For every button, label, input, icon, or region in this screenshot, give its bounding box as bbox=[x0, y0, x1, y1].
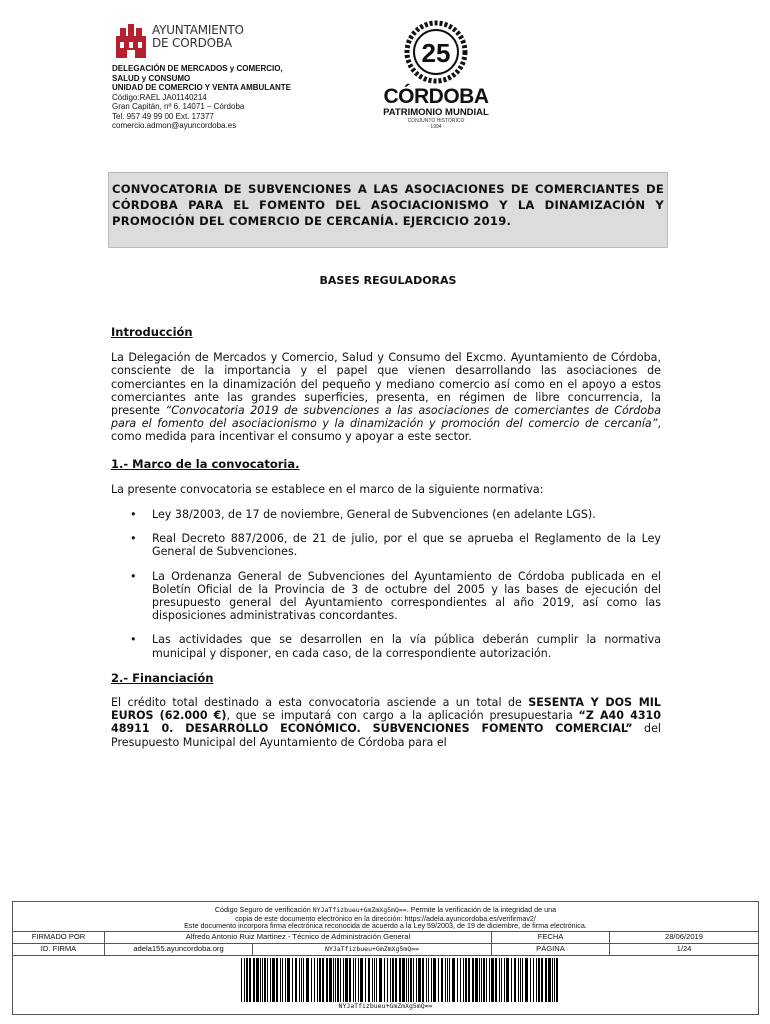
barcode-bar bbox=[491, 958, 494, 1002]
signature-date: 28/06/2019 bbox=[664, 932, 703, 941]
barcode-bar bbox=[475, 958, 478, 1002]
barcode-bar bbox=[282, 958, 283, 1002]
barcode-bar bbox=[276, 958, 278, 1002]
barcode-text: NYJaTfizbueu+GmZmXg5mQ== bbox=[338, 1002, 433, 1010]
barcode-bar bbox=[306, 958, 309, 1002]
section1-heading: 1.- Marco de la convocatoria. bbox=[111, 456, 300, 471]
barcode-bar bbox=[489, 958, 490, 1002]
barcode-bar bbox=[349, 958, 351, 1002]
barcode-bar bbox=[384, 958, 385, 1002]
barcode-bar bbox=[374, 958, 375, 1002]
anniversary-25-emblem-icon bbox=[404, 20, 468, 84]
barcode-bar bbox=[447, 958, 448, 1002]
barcode-bar bbox=[468, 958, 470, 1002]
barcode-bar bbox=[295, 958, 297, 1002]
barcode-bar bbox=[267, 958, 268, 1002]
barcode-bar bbox=[340, 958, 341, 1002]
barcode-bar bbox=[287, 958, 290, 1002]
barcode-bar bbox=[541, 958, 543, 1002]
document-body bbox=[111, 326, 661, 749]
section2-paragraph: El crédito total destinado a esta convocatoria asciende a un total de SESENTA Y DOS MIL EUROS (62.000 €), que se imputará con cargo a la aplicación presupuestaria “Z A40 4310 48911 0. DESARROLLO ECONÓMICO. SUBVENCIONES FOMENTO COMERCIAL” del Presupuesto Municipal del Ayuntamiento de Córdoba para el bbox=[111, 696, 662, 749]
barcode-bar bbox=[530, 958, 531, 1002]
regulation-list bbox=[111, 508, 661, 660]
barcode-bar bbox=[525, 958, 528, 1002]
barcode-bar bbox=[408, 958, 409, 1002]
barcode-bar bbox=[343, 958, 344, 1002]
barcode-bar bbox=[262, 958, 263, 1002]
barcode-bar bbox=[445, 958, 446, 1002]
signature-server: adela155.ayuncordoba.org bbox=[105, 944, 253, 955]
barcode-bar bbox=[410, 958, 412, 1002]
barcode-bar bbox=[303, 958, 304, 1002]
barcode-bar bbox=[463, 958, 464, 1002]
section1-lead: La presente convocatoria se establece en el marco de la siguiente normativa: bbox=[111, 482, 544, 496]
page-number: 1/24 bbox=[676, 944, 692, 953]
barcode-bar bbox=[335, 958, 336, 1002]
barcode-bar bbox=[481, 958, 482, 1002]
barcode-bar bbox=[426, 958, 427, 1002]
barcode-bar bbox=[399, 958, 401, 1002]
barcode-bar bbox=[280, 958, 281, 1002]
signed-by-row: FIRMADO POR Alfredo Antonio Ruiz Martinez - Técnico de Administración General FECHA 28/06/2019 bbox=[13, 932, 758, 944]
list-item: • Real Decreto 887/2006, de 21 de julio, por el que se aprueba el Reglamento de la Ley General de Subvenciones. bbox=[130, 532, 661, 559]
barcode-bar bbox=[301, 958, 302, 1002]
barcode-bar bbox=[390, 958, 391, 1002]
signer-name: Alfredo Antonio Ruiz Martinez - Técnico de Administración General bbox=[105, 932, 492, 943]
barcode-bar bbox=[556, 958, 558, 1002]
barcode-bar bbox=[522, 958, 523, 1002]
barcode-bar bbox=[501, 958, 502, 1002]
barcode-bar bbox=[365, 958, 366, 1002]
barcode-bar bbox=[326, 958, 328, 1002]
verification-barcode bbox=[241, 958, 561, 1002]
list-item: • Las actividades que se desarrollen en la vía pública deberán cumplir la normativa municipal y disponer, en cada caso, de la correspondiente autorización. bbox=[130, 633, 661, 660]
barcode-bar bbox=[416, 958, 417, 1002]
barcode-bar bbox=[270, 958, 271, 1002]
barcode-bar bbox=[413, 958, 414, 1002]
barcode-bar bbox=[355, 958, 356, 1002]
section2-heading: 2.- Financiación bbox=[111, 670, 214, 685]
ayuntamiento-logo bbox=[112, 22, 262, 62]
patrimonio-mundial-label: PATRIMONIO MUNDIAL bbox=[383, 107, 489, 118]
barcode-bar bbox=[246, 958, 248, 1002]
barcode-bar bbox=[249, 958, 251, 1002]
barcode-bar bbox=[358, 958, 359, 1002]
barcode-bar bbox=[395, 958, 397, 1002]
barcode-bar bbox=[368, 958, 370, 1002]
barcode-bar bbox=[514, 958, 516, 1002]
barcode-bar bbox=[428, 958, 429, 1002]
barcode-bar bbox=[317, 958, 318, 1002]
barcode-bar bbox=[264, 958, 266, 1002]
document-title: CONVOCATORIA DE SUBVENCIONES A LAS ASOCIACIONES DE COMERCIANTES DE CÓRDOBA PARA EL FOMENTO DEL ASOCIACIONISMO Y LA DINAMIZACIÓN Y PROMOCIÓN DEL COMERCIO DE CERCANÍA. EJERCICIO 2019. bbox=[112, 182, 664, 228]
barcode-bar bbox=[387, 958, 388, 1002]
signature-id-row: ID. FIRMA adela155.ayuncordoba.org NYJaTfizbueu+GmZmXg5mQ== PÁGINA 1/24 bbox=[13, 944, 758, 956]
document-title-box bbox=[108, 172, 668, 248]
barcode-bar bbox=[244, 958, 245, 1002]
verification-text: Código Seguro de verificación NYJaTfizbueu+GmZmXg5mQ==. Permite la verificación de la integridad de una copia de este documento electrónico en la dirección: https://adela.ayuncordoba.es/verifirmav2/ Este documento incorpora firma electrónica reconocida de acuerdo a la Ley 59/2003, de 19 de diciembre, de firma electrónica. bbox=[13, 902, 758, 932]
barcode-bar bbox=[406, 958, 407, 1002]
barcode-bar bbox=[449, 958, 450, 1002]
barcode-bar bbox=[465, 958, 467, 1002]
barcode-bar bbox=[545, 958, 547, 1002]
barcode-bar bbox=[511, 958, 512, 1002]
barcode-bar bbox=[285, 958, 286, 1002]
barcode-bar bbox=[422, 958, 424, 1002]
barcode-bar bbox=[299, 958, 300, 1002]
barcode-bar bbox=[372, 958, 373, 1002]
barcode-bar bbox=[518, 958, 519, 1002]
city-crest-icon bbox=[112, 22, 150, 60]
conjunto-historico-label: CONJUNTO HISTÓRICO bbox=[407, 118, 465, 124]
barcode-bar bbox=[376, 958, 377, 1002]
barcode-bar bbox=[337, 958, 339, 1002]
intro-heading: Introducción bbox=[111, 325, 193, 339]
barcode-bar bbox=[472, 958, 474, 1002]
barcode-bar bbox=[319, 958, 321, 1002]
barcode-bar bbox=[520, 958, 521, 1002]
list-item: • La Ordenanza General de Subvenciones del Ayuntamiento de Córdoba publicada en el Boletín Oficial de la Provincia de 3 de octubre del 2005 y las bases de ejecución del presupuesto general del Ayuntamiento correspondientes al año 2019, así como las disposiciones administrativas concordantes. bbox=[130, 569, 661, 623]
intro-paragraph: La Delegación de Mercados y Comercio, Salud y Consumo del Excmo. Ayuntamiento de Córdoba, consciente de la importancia y el papel que vienen desarrollando las asociaciones de comerciantes en la dinamización del pequeño y mediano comercio así como en el apoyo a estos comerciantes ante las grandes superficies, presenta, en régimen de libre concurrencia, la presente “Convocatoria 2019 de subvenciones a las asociaciones de comerciantes de Córdoba para el fomento del asociacionismo y la dinamización y promoción del comercio de cercanía”, como medida para incentivar el consumo y apoyar a este sector. bbox=[111, 351, 661, 444]
barcode-bar bbox=[241, 958, 242, 1002]
emblem-number: 25 bbox=[421, 38, 451, 68]
barcode-bar bbox=[533, 958, 534, 1002]
barcode-bar bbox=[538, 958, 540, 1002]
barcode-bar bbox=[314, 958, 315, 1002]
signature-verification-box bbox=[12, 901, 759, 1015]
barcode-bar bbox=[548, 958, 551, 1002]
barcode-bar bbox=[506, 958, 509, 1002]
barcode-bar bbox=[441, 958, 443, 1002]
barcode-bar bbox=[460, 958, 461, 1002]
barcode-bar bbox=[353, 958, 354, 1002]
department-info: DELEGACIÓN DE MERCADOS y COMERCIO, SALUD y CONSUMO UNIDAD DE COMERCIO Y VENTA AMBULANTE Código:RAEL JA01140214 Gran Capitán, nº 6. 14071 – Córdoba Tel. 957 49 99 00 Ext. 17377 comercio.admon@ayuncordoba.es bbox=[112, 64, 291, 130]
barcode-bar bbox=[360, 958, 363, 1002]
cordoba-patrimonio-logo bbox=[374, 20, 498, 145]
barcode-bar bbox=[552, 958, 553, 1002]
barcode-bar bbox=[392, 958, 394, 1002]
barcode-bar bbox=[345, 958, 348, 1002]
barcode-bar bbox=[253, 958, 255, 1002]
barcode-bar bbox=[402, 958, 405, 1002]
barcode-bar bbox=[486, 958, 487, 1002]
barcode-bar bbox=[504, 958, 505, 1002]
barcode-bar bbox=[479, 958, 480, 1002]
barcode-bar bbox=[495, 958, 497, 1002]
barcode-bar bbox=[452, 958, 455, 1002]
barcode-bar bbox=[554, 958, 555, 1002]
barcode-bar bbox=[379, 958, 382, 1002]
barcode-bar bbox=[418, 958, 421, 1002]
barcode-bar bbox=[431, 958, 432, 1002]
barcode-bar bbox=[483, 958, 485, 1002]
list-item: • Ley 38/2003, de 17 de noviembre, General de Subvenciones (en adelante LGS). bbox=[130, 508, 596, 522]
barcode-bar bbox=[457, 958, 458, 1002]
cordoba-wordmark: CÓRDOBA bbox=[383, 85, 489, 108]
barcode-bar bbox=[536, 958, 537, 1002]
document-subtitle: BASES REGULADORAS bbox=[319, 274, 457, 287]
barcode-bar bbox=[333, 958, 334, 1002]
barcode-bar bbox=[438, 958, 439, 1002]
barcode-bar bbox=[260, 958, 261, 1002]
ayuntamiento-name: AYUNTAMIENTO DE CORDOBA bbox=[152, 23, 244, 50]
barcode-bar bbox=[256, 958, 259, 1002]
barcode-bar bbox=[292, 958, 293, 1002]
barcode-bar bbox=[433, 958, 436, 1002]
barcode-bar bbox=[272, 958, 275, 1002]
barcode-bar bbox=[311, 958, 312, 1002]
signature-id-code: NYJaTfizbueu+GmZmXg5mQ== bbox=[253, 944, 492, 955]
barcode-bar bbox=[322, 958, 324, 1002]
barcode-bar bbox=[329, 958, 332, 1002]
year-label: · 1994 · bbox=[427, 124, 445, 130]
barcode-bar bbox=[499, 958, 500, 1002]
csv-code: NYJaTfizbueu+GmZmXg5mQ== bbox=[312, 906, 407, 914]
